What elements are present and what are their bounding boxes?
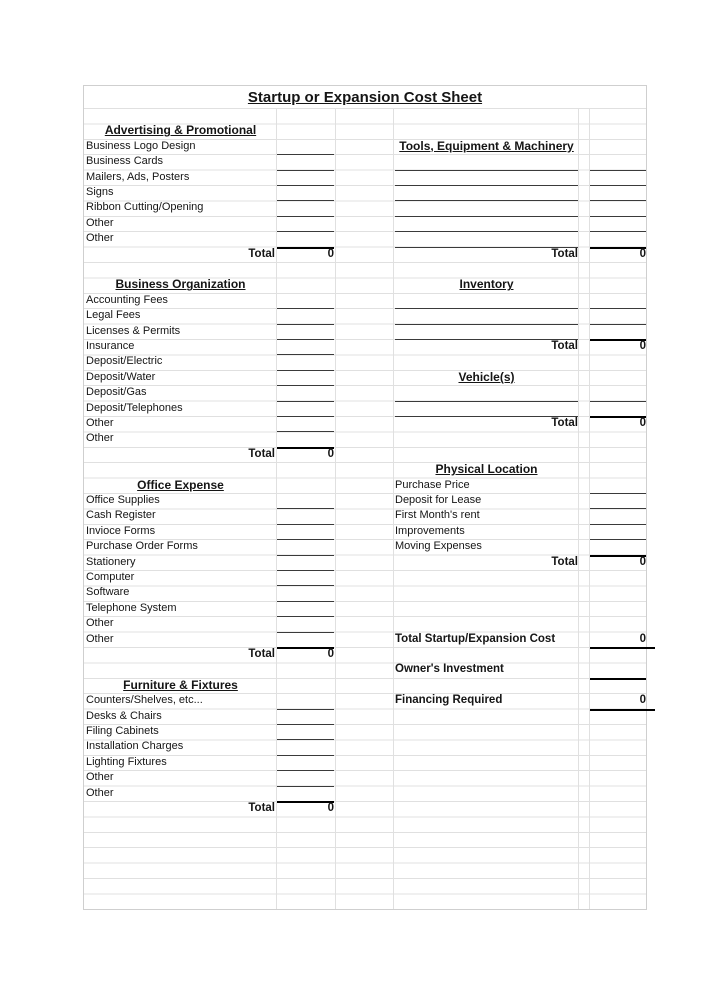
amount-entry-cell[interactable] — [590, 154, 646, 170]
item-label: Other — [86, 232, 114, 245]
item-row — [84, 585, 646, 600]
amount-entry-cell[interactable] — [277, 293, 334, 309]
item-row — [84, 539, 646, 554]
item-row — [84, 293, 646, 308]
total-value: 0 — [639, 247, 646, 260]
item-label: Deposit/Water — [86, 370, 156, 383]
item-row — [84, 401, 646, 416]
summary-row — [84, 662, 646, 677]
item-entry-cell[interactable] — [395, 308, 578, 324]
summary-row — [84, 632, 646, 647]
section-header-vehicles: Vehicle(s) — [458, 369, 515, 384]
item-label: Telephone System — [86, 601, 177, 614]
item-entry-cell[interactable] — [395, 401, 578, 417]
total-label: Total — [248, 648, 275, 660]
total-label: Total — [551, 417, 578, 429]
amount-entry-cell[interactable] — [277, 401, 334, 417]
item-label: Stationery — [86, 555, 136, 568]
item-row — [84, 216, 646, 231]
amount-entry-cell[interactable] — [277, 724, 334, 740]
item-row — [84, 139, 646, 154]
total-label: Total — [551, 555, 578, 568]
item-row — [84, 524, 646, 539]
item-label: Deposit/Gas — [86, 386, 147, 399]
item-entry-cell[interactable] — [395, 185, 578, 201]
total-value: 0 — [327, 447, 334, 460]
item-label: Other — [86, 417, 114, 429]
amount-entry-cell[interactable] — [277, 693, 334, 709]
total-row — [84, 647, 646, 662]
section-header-furniture: Furniture & Fixtures — [123, 677, 238, 692]
section-header-physical-location: Physical Location — [435, 462, 538, 477]
item-label: Business Cards — [86, 155, 164, 168]
item-label: Business Logo Design — [86, 139, 196, 152]
section-header-row — [84, 462, 646, 477]
item-label: Filing Cabinets — [86, 725, 159, 737]
amount-entry-cell[interactable] — [590, 185, 646, 201]
item-row — [84, 231, 646, 246]
item-row — [84, 508, 646, 523]
summary-owners-investment-label: Owner's Investment — [395, 663, 504, 676]
amount-entry-cell[interactable] — [590, 493, 646, 509]
item-label: Deposit/Telephones — [86, 401, 183, 414]
section-header-advertising: Advertising & Promotional — [104, 123, 257, 138]
total-value: 0 — [327, 648, 334, 660]
item-row — [84, 786, 646, 801]
item-label: Improvements — [395, 524, 465, 537]
amount-entry-cell[interactable] — [277, 739, 334, 755]
amount-entry-cell[interactable] — [277, 416, 334, 432]
amount-entry-cell[interactable] — [590, 478, 646, 494]
item-row — [84, 308, 646, 323]
amount-entry-cell[interactable] — [590, 524, 646, 540]
item-label: Legal Fees — [86, 309, 141, 322]
item-label: Deposit/Electric — [86, 355, 163, 368]
item-row — [84, 570, 646, 585]
amount-entry-cell[interactable] — [590, 508, 646, 524]
total-row — [84, 447, 646, 462]
amount-entry-cell[interactable] — [277, 524, 334, 540]
amount-entry-cell[interactable] — [277, 601, 334, 617]
item-label: Other — [86, 771, 114, 784]
item-row — [84, 770, 646, 785]
item-row — [84, 601, 646, 616]
item-label: Installation Charges — [86, 740, 184, 753]
total-row — [84, 801, 646, 816]
sheet-title-row — [84, 86, 646, 108]
total-value: 0 — [327, 247, 334, 260]
item-label: Ribbon Cutting/Opening — [86, 201, 204, 214]
item-label: Signs — [86, 186, 114, 198]
amount-entry-cell[interactable] — [277, 385, 334, 401]
section-header-row — [84, 678, 646, 693]
total-label: Total — [551, 340, 578, 352]
item-label: Office Supplies — [86, 494, 160, 506]
amount-entry-cell[interactable] — [277, 539, 334, 555]
amount-entry-cell[interactable] — [590, 200, 646, 216]
section-header-row — [84, 277, 646, 292]
summary-total-cost-label: Total Startup/Expansion Cost — [395, 632, 556, 645]
cost-sheet — [83, 85, 647, 910]
amount-entry-cell[interactable] — [277, 570, 334, 586]
amount-entry-cell[interactable] — [277, 585, 334, 601]
amount-entry-cell[interactable] — [277, 216, 334, 232]
amount-entry-cell[interactable] — [277, 324, 334, 340]
section-header-tools: Tools, Equipment & Machinery — [399, 138, 574, 153]
item-entry-cell[interactable] — [395, 200, 578, 216]
amount-entry-cell[interactable] — [277, 170, 334, 186]
section-header-row — [84, 123, 646, 138]
item-row — [84, 755, 646, 770]
total-value: 0 — [639, 340, 646, 352]
item-label: Other — [86, 617, 114, 630]
item-entry-cell[interactable] — [395, 293, 578, 309]
item-label: Other — [86, 216, 114, 229]
amount-entry-cell[interactable] — [277, 154, 334, 170]
item-label: Other — [86, 632, 114, 645]
item-row — [84, 339, 646, 354]
item-label: Moving Expenses — [395, 540, 482, 553]
item-label: First Month's rent — [395, 509, 480, 522]
item-row — [84, 154, 646, 169]
item-label: Purchase Price — [395, 478, 470, 491]
amount-entry-cell[interactable] — [277, 709, 334, 725]
amount-entry-cell[interactable] — [590, 385, 646, 401]
item-label: Desks & Chairs — [86, 709, 162, 722]
item-row — [84, 616, 646, 631]
item-label: Other — [86, 432, 114, 445]
summary-total-cost-value: 0 — [590, 632, 655, 649]
item-row — [84, 739, 646, 754]
item-entry-cell[interactable] — [395, 231, 578, 247]
item-entry-cell[interactable] — [395, 324, 578, 340]
total-row — [84, 247, 646, 262]
item-row — [84, 370, 646, 385]
item-entry-cell[interactable] — [395, 154, 578, 170]
item-label: Deposit for Lease — [395, 494, 482, 506]
item-row — [84, 324, 646, 339]
total-value: 0 — [639, 555, 646, 568]
section-header-inventory: Inventory — [459, 277, 514, 292]
item-row — [84, 493, 646, 508]
total-label: Total — [248, 802, 275, 814]
summary-row — [84, 693, 646, 708]
item-label: Invioce Forms — [86, 524, 156, 537]
amount-entry-cell[interactable] — [277, 770, 334, 786]
page-title: Startup or Expansion Cost Sheet — [247, 89, 483, 106]
amount-entry-cell[interactable] — [590, 293, 646, 309]
item-entry-cell[interactable] — [395, 216, 578, 232]
summary-financing-required-label: Financing Required — [395, 694, 503, 707]
item-row — [84, 385, 646, 400]
amount-entry-cell[interactable] — [277, 139, 334, 155]
amount-entry-cell[interactable] — [590, 216, 646, 232]
amount-entry-cell[interactable] — [590, 308, 646, 324]
item-row — [84, 416, 646, 431]
item-row — [84, 185, 646, 200]
amount-entry-cell[interactable] — [277, 616, 334, 632]
amount-entry-cell[interactable] — [277, 370, 334, 386]
item-row — [84, 200, 646, 215]
item-label: Cash Register — [86, 509, 156, 522]
item-row — [84, 555, 646, 570]
item-row — [84, 478, 646, 493]
amount-entry-cell[interactable] — [277, 508, 334, 524]
item-label: Counters/Shelves, etc... — [86, 694, 203, 707]
item-entry-cell[interactable] — [395, 385, 578, 401]
item-label: Accounting Fees — [86, 293, 168, 306]
section-header-office-expense: Office Expense — [137, 477, 224, 492]
item-row — [84, 724, 646, 739]
item-row — [84, 170, 646, 185]
total-label: Total — [248, 447, 275, 460]
amount-entry-cell[interactable] — [277, 308, 334, 324]
item-label: Licenses & Permits — [86, 324, 181, 337]
total-label: Total — [248, 247, 275, 260]
amount-entry-cell[interactable] — [277, 200, 334, 216]
item-label: Insurance — [86, 340, 135, 352]
amount-entry-cell[interactable] — [277, 339, 334, 355]
item-row — [84, 354, 646, 369]
amount-entry-cell[interactable] — [277, 755, 334, 771]
amount-entry-cell[interactable] — [277, 185, 334, 201]
item-entry-cell[interactable] — [395, 170, 578, 186]
amount-entry-cell[interactable] — [277, 354, 334, 370]
amount-entry-cell[interactable] — [277, 555, 334, 571]
item-row — [84, 431, 646, 446]
section-header-business-organization: Business Organization — [115, 277, 246, 292]
item-label: Lighting Fixtures — [86, 755, 167, 768]
item-label: Computer — [86, 571, 135, 583]
item-row — [84, 709, 646, 724]
item-label: Other — [86, 786, 114, 799]
summary-financing-required-value: 0 — [590, 693, 655, 710]
amount-entry-cell[interactable] — [277, 493, 334, 509]
total-label: Total — [551, 247, 578, 260]
amount-entry-cell[interactable] — [590, 170, 646, 186]
item-label: Purchase Order Forms — [86, 540, 198, 553]
item-label: Mailers, Ads, Posters — [86, 170, 190, 183]
item-label: Software — [86, 586, 130, 599]
total-value: 0 — [327, 802, 334, 814]
total-value: 0 — [639, 417, 646, 429]
